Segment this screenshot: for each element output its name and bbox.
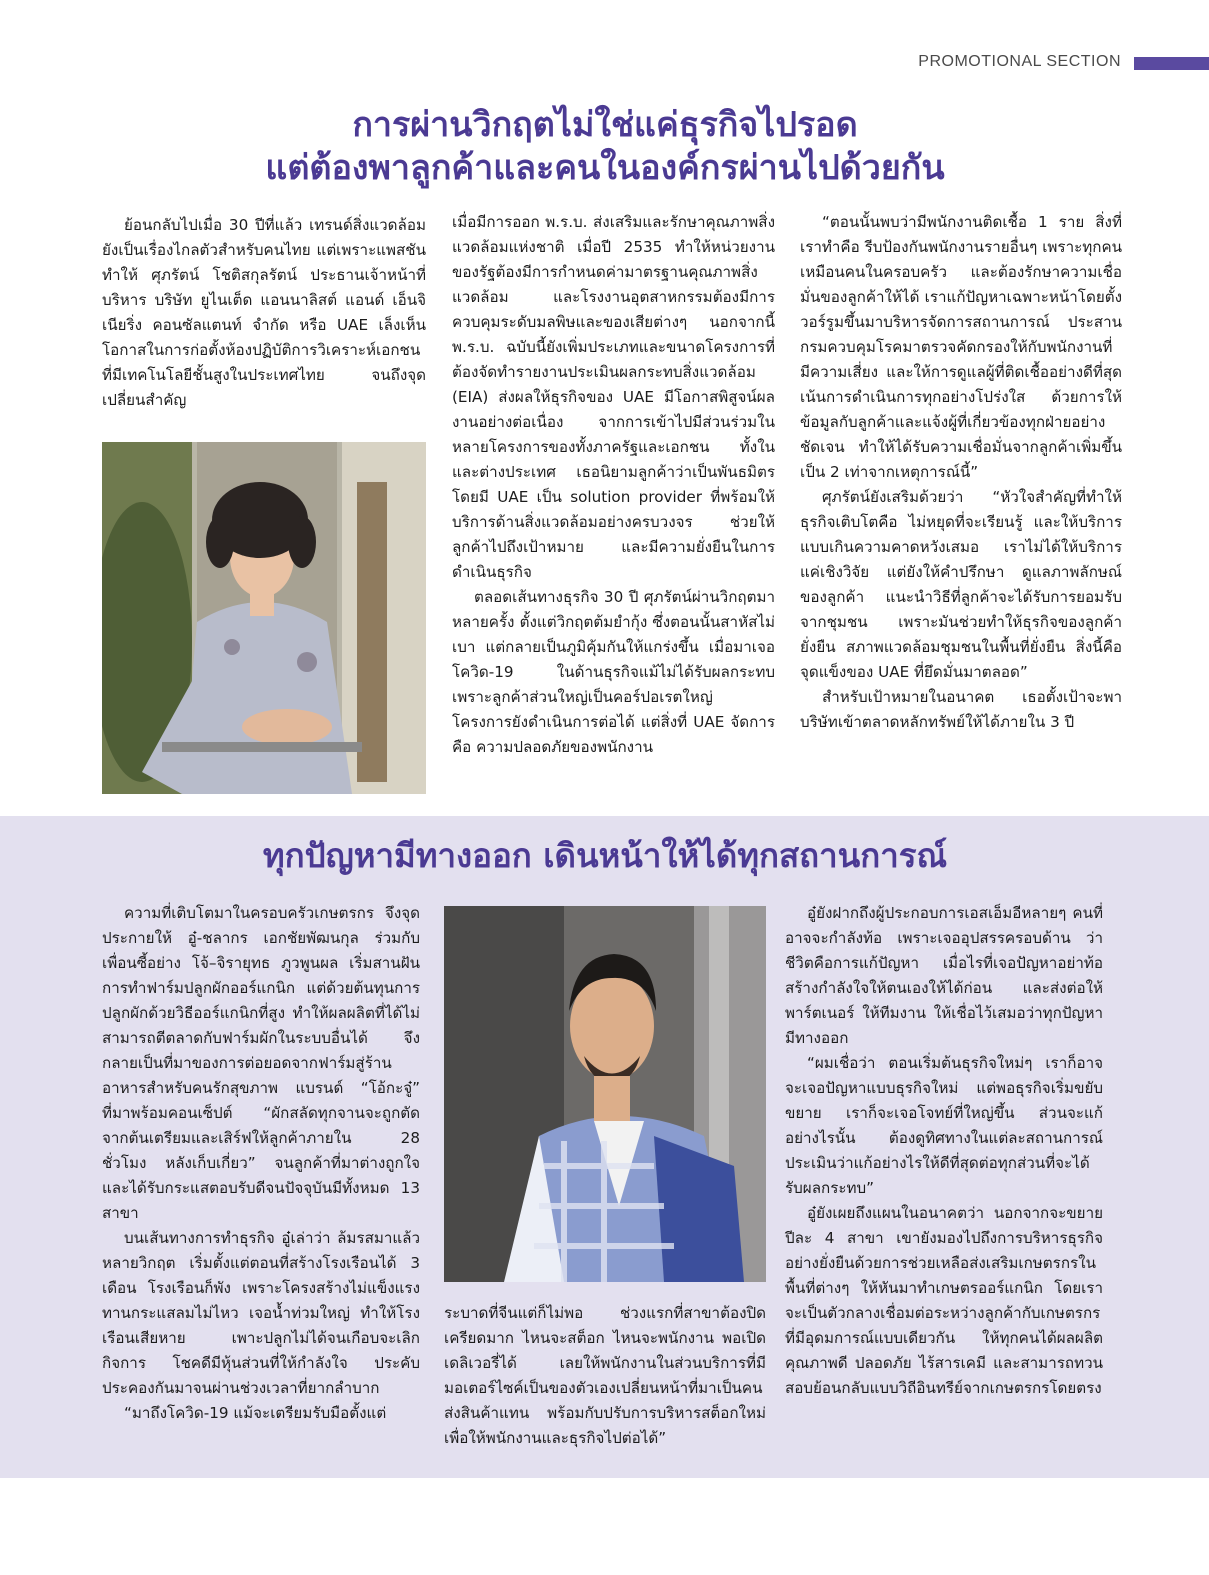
portrait-illustration (102, 442, 426, 794)
story1-headline-line1: การผ่านวิกฤตไม่ใช่แค่ธุรกิจไปรอด (352, 105, 858, 145)
paragraph: ศุภรัตน์ยังเสริมด้วยว่า “หัวใจสำคัญที่ทำให้ธุรกิจเติบโตคือ ไม่หยุดที่จะเรียนรู้ และให้บริการแบบเกินความคาดหวังเสมอ เราไม่ได้ให้บริการแค่เชิงวิจัย แต่ยังให้คำปรึกษา ดูแลภาพลักษณ์ของลูกค้า แนะนำวิธีที่ลูกค้าจะได้รับการยอมรับจากชุมชน เพราะมันช่วยทำให้ธุรกิจของลูกค้ายั่งยืน สภาพแวดล้อมชุมชนในพื้นที่ยั่งยืน สิ่งนี้คือ จุดแข็งของ UAE ที่ยึดมั่นมาตลอด” (800, 488, 1122, 681)
section-tag: PROMOTIONAL SECTION (918, 53, 1121, 70)
story2-column-2 (444, 1301, 766, 1451)
paragraph: อู๋ยังฝากถึงผู้ประกอบการเอสเอ็มอีหลายๆ คนที่อาจจะกำลังท้อ เพราะเจออุปสรรครอบด้าน ว่า ชีวิตคือการแก้ปัญหา เมื่อไรที่เจอปัญหาอย่าท้อ สร้างกำลังใจให้ตนเองให้ได้ก่อน และส่งต่อให้พาร์ตเนอร์ ให้ทีมงาน ให้เชื่อไว้เสมอว่าทุกปัญหามีทางออก (785, 904, 1103, 1047)
story2-column-1 (102, 901, 420, 1426)
story1-headline-line2: แต่ต้องพาลูกค้าและคนในองค์กรผ่านไปด้วยกัน (265, 147, 945, 188)
story1-column-3 (800, 210, 1122, 735)
story2-headline: ทุกปัญหามีทางออก เดินหน้าให้ได้ทุกสถานการณ์ (262, 836, 948, 875)
paragraph: ย้อนกลับไปเมื่อ 30 ปีที่แล้ว เทรนด์สิ่งแวดล้อมยังเป็นเรื่องไกลตัวสำหรับคนไทย แต่เพราะแพสชันทำให้ ศุภรัตน์ โชติสกุลรัตน์ ประธานเจ้าหน้าที่บริหาร บริษัท ยูไนเต็ด แอนนาลิสต์ แอนด์ เอ็นจิเนียริ่ง คอนซัลแตนท์ จำกัด หรือ UAE เล็งเห็นโอกาสในการก่อตั้งห้องปฏิบัติการวิเคราะห์เอกชนที่มีเทคโนโลยีชั้นสูงในประเทศไทย จนถึงจุดเปลี่ยนสำคัญ (102, 216, 426, 409)
story1-headline (80, 104, 1130, 189)
paragraph: “มาถึงโควิด-19 แม้จะเตรียมรับมือตั้งแต่ (124, 1404, 387, 1422)
paragraph: ความที่เติบโตมาในครอบครัวเกษตรกร จึงจุดประกายให้ อู๋-ชลากร เอกชัยพัฒนกุล ร่วมกับเพื่อนซี้อย่าง โจ้–จิรายุทธ ภูวพูนผล เริ่มสานฝันการทำฟาร์มปลูกผักออร์แกนิก แต่ด้วยต้นทุนการปลูกผักด้วยวิธีออร์แกนิกที่สูง ทำให้ผลผลิตที่ได้ไม่สามารถตีตลาดกับฟาร์มผักในระบบอื่นได้ จึงกลายเป็นที่มาของการต่อยอดจากฟาร์มสู่ร้านอาหารสำหรับคนรักสุขภาพ แบรนด์ “โอ้กะจู๋” ที่มาพร้อมคอนเซ็ปต์ “ผักสลัดทุกจานจะถูกตัดจากต้นเตรียมและเสิร์ฟให้ลูกค้าภายใน 28 ชั่วโมง หลังเก็บเกี่ยว” จนลูกค้าที่มาต่างถูกใจ และได้รับกระแสตอบรับดีจนปัจจุบันมีทั้งหมด 13 สาขา (102, 904, 420, 1222)
paragraph: ตลอดเส้นทางธุรกิจ 30 ปี ศุภรัตน์ผ่านวิกฤตมาหลายครั้ง ตั้งแต่วิกฤตต้มยำกุ้ง ซึ่งตอนนั้นสาหัสไม่เบา แต่กลายเป็นภูมิคุ้มกันให้แกร่งขึ้น เมื่อมาเจอโควิด-19 ในด้านธุรกิจแม้ไม่ได้รับผลกระทบ เพราะลูกค้าส่วนใหญ่เป็นคอร์ปอเรตใหญ่ โครงการยังดำเนินการต่อได้ แต่สิ่งที่ UAE จัดการคือ ความปลอดภัยของพนักงาน (452, 588, 775, 756)
section-tag-bar (1134, 57, 1209, 70)
portrait-illustration (444, 906, 766, 1282)
paragraph: เมื่อมีการออก พ.ร.บ. ส่งเสริมและรักษาคุณภาพสิ่งแวดล้อมแห่งชาติ เมื่อปี 2535 ทำให้หน่วยงานของรัฐต้องมีการกำหนดค่ามาตรฐานคุณภาพสิ่งแวดล้อม และโรงงานอุตสาหกรรมต้องมีการควบคุมระดับมลพิษและของเสียต่างๆ นอกจากนี้ พ.ร.บ. ฉบับนี้ยังเพิ่มประเภทและขนาดโครงการที่ต้องจัดทำรายงานประเมินผลกระทบสิ่งแวดล้อม (EIA) ส่งผลให้ธุรกิจของ UAE มีโอกาสพิสูจน์ผลงานอย่างต่อเนื่อง จากการเข้าไปมีส่วนร่วมในหลายโครงการของทั้งภาครัฐและเอกชน ทั้งในและต่างประเทศ เธอนิยามลูกค้าว่าเป็นพันธมิตร โดยมี UAE เป็น solution provider ที่พร้อมให้บริการด้านสิ่งแวดล้อมอย่างครบวงจร ช่วยให้ลูกค้าไปถึงเป้าหมาย และมีความยั่งยืนในการดำเนินธุรกิจ (452, 213, 775, 581)
paragraph: “ผมเชื่อว่า ตอนเริ่มต้นธุรกิจใหม่ๆ เราก็อาจจะเจอปัญหาแบบธุรกิจใหม่ แต่พอธุรกิจเริ่มขยับขยาย เราก็จะเจอโจทย์ที่ใหญ่ขึ้น ส่วนจะแก้อย่างไรนั้น ต้องดูทิศทางในแต่ละสถานการณ์ ประเมินว่าแก้อย่างไรให้ดีที่สุดต่อทุกส่วนที่จะได้รับผลกระทบ” (785, 1054, 1103, 1197)
paragraph: สำหรับเป้าหมายในอนาคต เธอตั้งเป้าจะพาบริษัทเข้าตลาดหลักทรัพย์ให้ได้ภายใน 3 ปี (800, 688, 1122, 731)
portrait-photo-executive (102, 442, 426, 794)
paragraph: ระบาดที่จีนแต่ก็ไม่พอ ช่วงแรกที่สาขาต้องปิดเครียดมาก ไหนจะสต็อก ไหนจะพนักงาน พอเปิดเดลิเวอรี่ได้ เลยให้พนักงานในส่วนบริการที่มีมอเตอร์ไซค์เป็นของตัวเองเปลี่ยนหน้าที่มาเป็นคนส่งสินค้าแทน พร้อมกับปรับการบริหารสต็อกใหม่เพื่อให้พนักงานและธุรกิจไปต่อได้” (444, 1304, 766, 1447)
story1-column-1 (102, 213, 426, 413)
paragraph: อู๋ยังเผยถึงแผนในอนาคตว่า นอกจากจะขยายปีละ 4 สาขา เขายังมองไปถึงการบริหารธุรกิจอย่างยั่งยืนด้วยการช่วยเหลือส่งเสริมเกษตรกรในพื้นที่ต่างๆ ให้หันมาทำเกษตรออร์แกนิก โดยเราจะเป็นตัวกลางเชื่อมต่อระหว่างลูกค้ากับเกษตรกรที่มีอุดมการณ์แบบเดียวกัน ให้ทุกคนได้ผลผลิตคุณภาพดี ปลอดภัย ไร้สารเคมี และสามารถทวนสอบย้อนกลับแบบวิถีอินทรีย์จากเกษตรกรโดยตรง (785, 1204, 1103, 1397)
story1-column-2 (452, 210, 775, 760)
portrait-photo-founder (444, 906, 766, 1282)
story2-column-3 (785, 901, 1103, 1401)
paragraph: “ตอนนั้นพบว่ามีพนักงานติดเชื้อ 1 ราย สิ่งที่เราทำคือ รีบป้องกันพนักงานรายอื่นๆ เพราะทุกคนเหมือนคนในครอบครัว และต้องรักษาความเชื่อมั่นของลูกค้าให้ได้ เราแก้ปัญหาเฉพาะหน้าโดยตั้งวอร์รูมขึ้นมาบริหารจัดการสถานการณ์ ประสานกรมควบคุมโรคมาตรวจคัดกรองให้กับพนักงานที่มีความเสี่ยง และให้การดูแลผู้ที่ติดเชื้ออย่างดีที่สุด เน้นการดำเนินการทุกอย่างโปร่งใส ด้วยการให้ข้อมูลกับลูกค้าและแจ้งผู้ที่เกี่ยวข้องทุกฝ่ายอย่างชัดเจน ทำให้ได้รับความเชื่อมั่นจากลูกค้าเพิ่มขึ้นเป็น 2 เท่าจากเหตุการณ์นี้” (800, 213, 1122, 481)
paragraph: บนเส้นทางการทำธุรกิจ อู๋เล่าว่า ล้มรสมาแล้วหลายวิกฤต เริ่มตั้งแต่ตอนที่สร้างโรงเรือนได้ 3 เดือน โรงเรือนก็พัง เพราะโครงสร้างไม่แข็งแรงทานกระแสลมไม่ไหว เจอน้ำท่วมใหญ่ ทำให้โรงเรือนเสียหาย เพาะปลูกไม่ได้จนเกือบจะเลิกกิจการ โชคดีมีหุ้นส่วนที่ให้กำลังใจ ประคับประคองกันมาจนผ่านช่วงเวลาที่ยากลำบาก (102, 1229, 420, 1397)
